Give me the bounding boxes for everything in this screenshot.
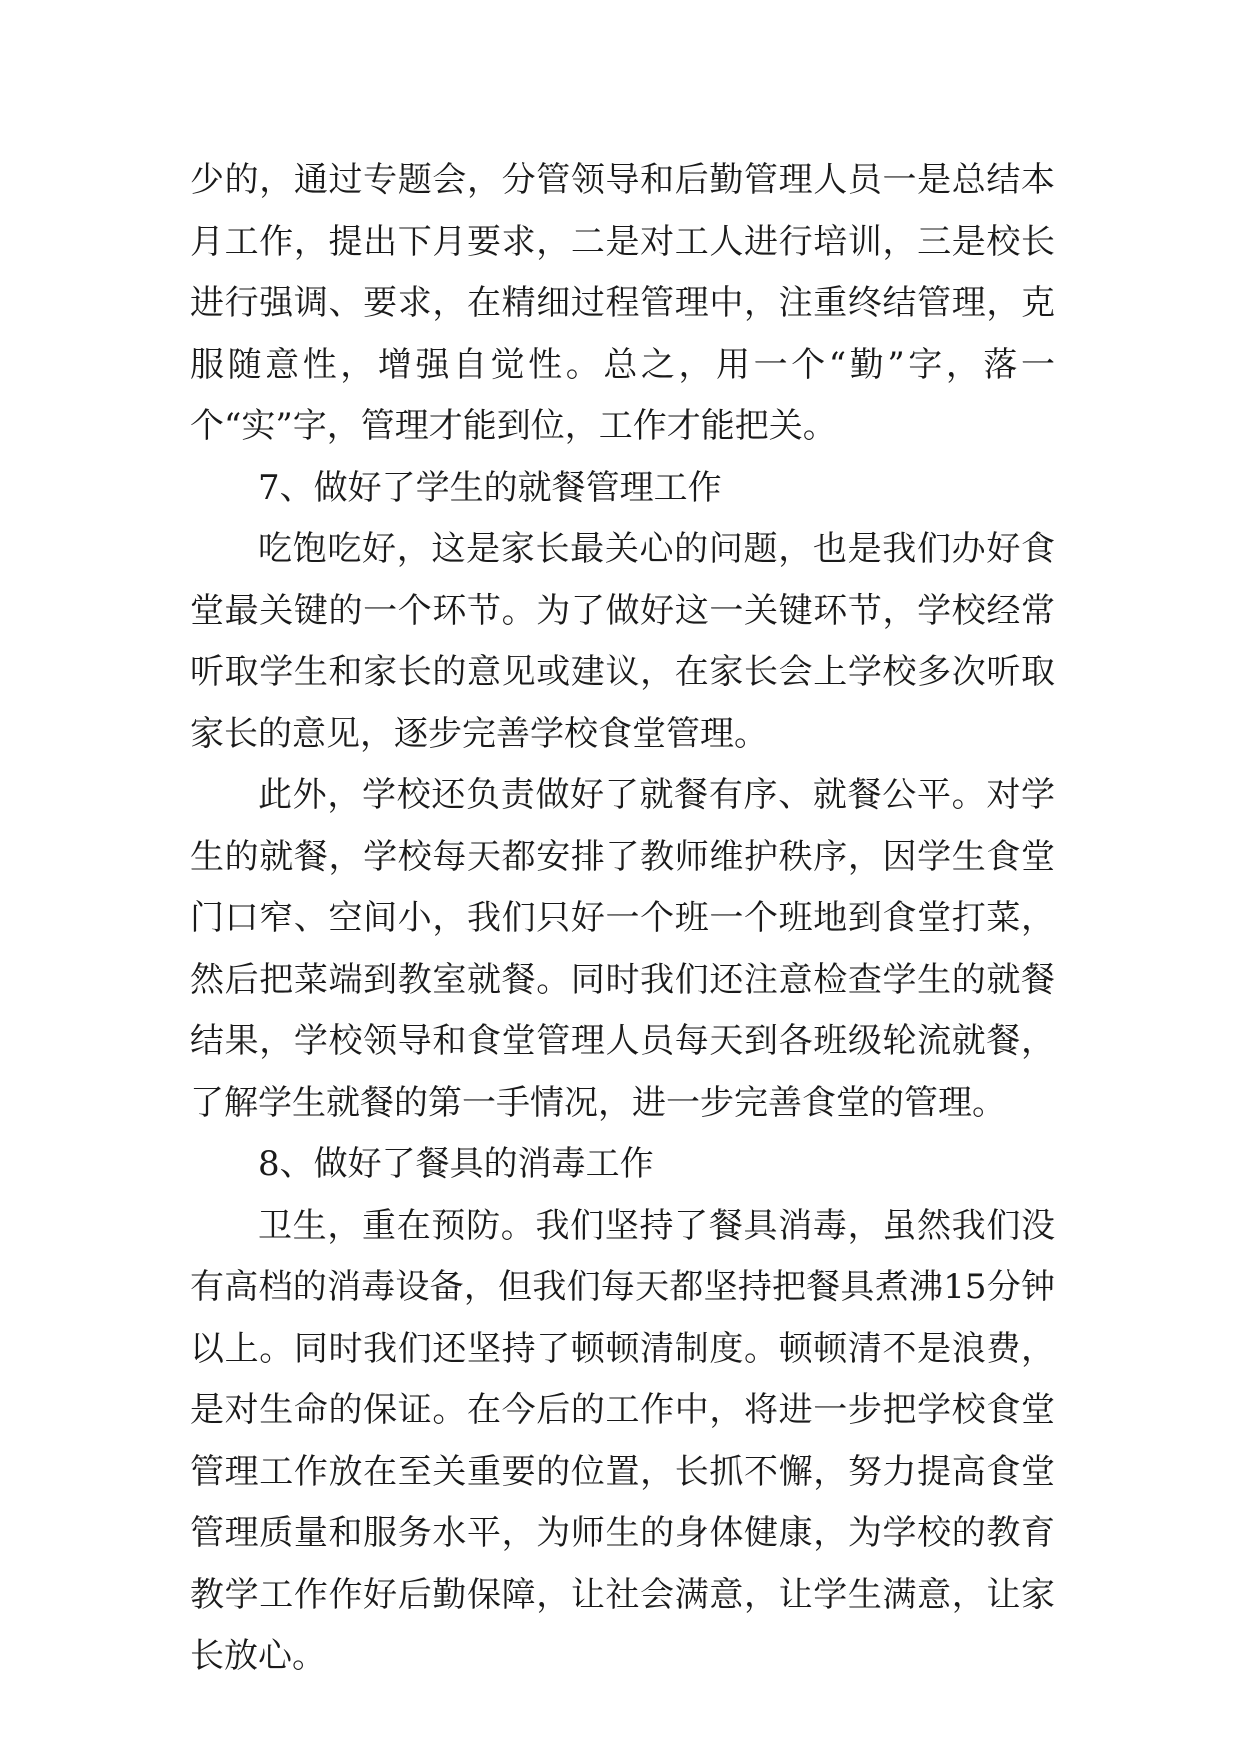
document-body xyxy=(190,150,1055,1688)
paragraph-dining-order: 此外，学校还负责做好了就餐有序、就餐公平。对学生的就餐，学校每天都安排了教师维护秩序，因学生食堂门口窄、空间小，我们只好一个班一个班地到食堂打菜，然后把菜端到教室就餐。同时我们还注意检查学生的就餐结果，学校领导和食堂管理人员每天到各班级轮流就餐，了解学生就餐的第一手情况，进一步完善食堂的管理。 xyxy=(190,775,1055,1123)
paragraph-dining-concerns: 吃饱吃好，这是家长最关心的问题，也是我们办好食堂最关键的一个环节。为了做好这一关键环节，学校经常听取学生和家长的意见或建议，在家长会上学校多次听取家长的意见，逐步完善学校食堂管理。 xyxy=(190,529,1055,754)
section-heading-7: 7、做好了学生的就餐管理工作 xyxy=(258,467,722,508)
section-heading-8: 8、做好了餐具的消毒工作 xyxy=(258,1144,654,1184)
paragraph-disinfection: 卫生，重在预防。我们坚持了餐具消毒，虽然我们没有高档的消毒设备，但我们每天都坚持把餐具煮沸15分钟以上。同时我们还坚持了顿顿清制度。顿顿清不是浪费，是对生命的保证。在今后的工作中，将进一步把学校食堂管理工作放在至关重要的位置，长抓不懈，努力提高食堂管理质量和服务水平，为师生的身体健康，为学校的教育教学工作作好后勤保障，让社会满意，让学生满意，让家长放心。 xyxy=(190,1205,1055,1676)
paragraph-continuation: 少的，通过专题会，分管领导和后勤管理人员一是总结本月工作，提出下月要求，二是对工人进行培训，三是校长进行强调、要求，在精细过程管理中，注重终结管理，克服随意性，增强自觉性。总之，用一个“勤”字，落一个“实”字，管理才能到位，工作才能把关。 xyxy=(190,160,1055,446)
